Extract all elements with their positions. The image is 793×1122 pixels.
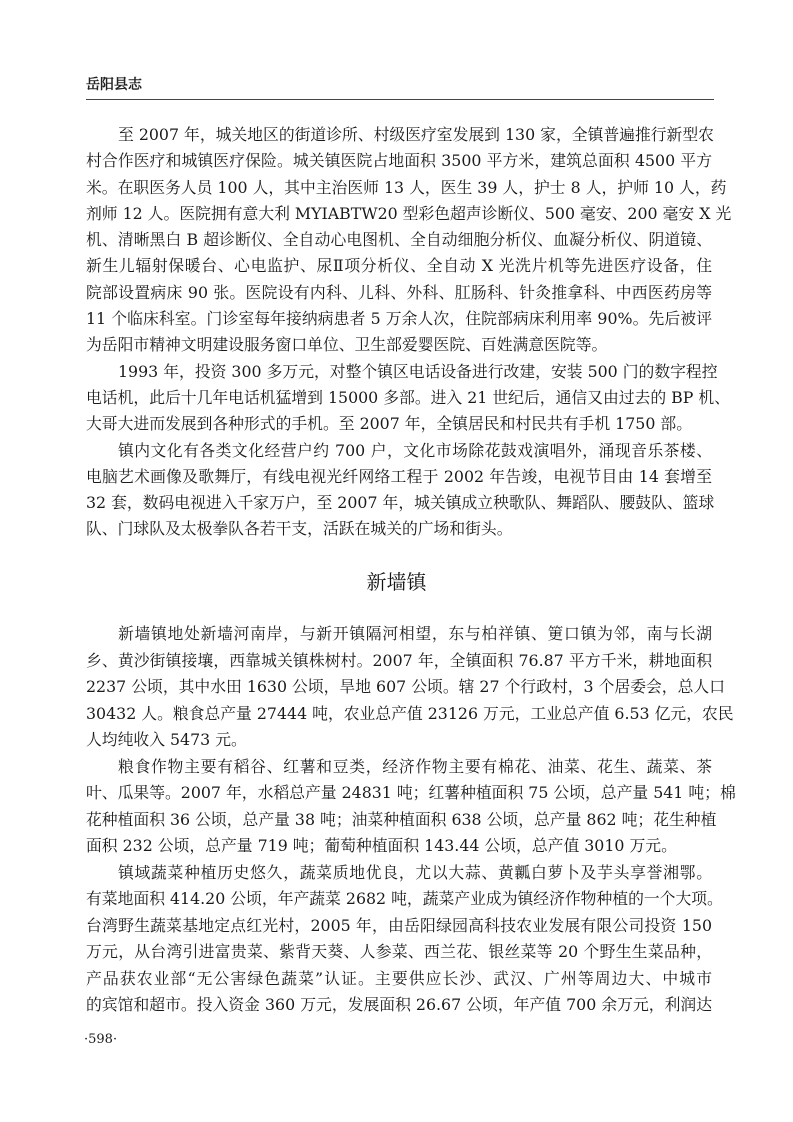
text-line: 新生儿辐射保暖台、心电监护、尿Ⅱ项分析仪、全自动 X 光洗片机等先进医疗设备，住 xyxy=(86,256,712,276)
text-line: 至 2007 年，城关地区的街道诊所、村级医疗室发展到 130 家，全镇普遍推行新型农 xyxy=(118,125,714,144)
text-line: 11 个临床科室。门诊室每年接纳病患者 5 万余人次，住院部病床利用率 90%。先后被评 xyxy=(86,309,712,329)
text-line: 剂师 12 人。医院拥有意大利 MYIABTW20 型彩色超声诊断仪、500 毫安、200 毫安 X 光 xyxy=(86,203,732,223)
running-head-title: 岳阳县志 xyxy=(86,77,142,93)
text-line: 30432 人。粮食总产量 27444 吨，农业总产值 23126 万元，工业总产值 6.53 亿元，农民 xyxy=(86,703,734,723)
text-line: 产品获农业部“无公害绿色蔬菜”认证。主要供应长沙、武汉、广州等周边大、中城市 xyxy=(86,968,712,988)
text-line: 叶、瓜果等。2007 年，水稻总产量 24831 吨；红薯种植面积 75 公顷，总产量 541 吨；棉 xyxy=(86,783,736,802)
text-line: 镇域蔬菜种植历史悠久，蔬菜质地优良，尤以大蒜、黄瓤白萝卜及芋头享誉湘鄂。 xyxy=(118,862,712,882)
paragraph xyxy=(86,754,736,860)
text-line: 电脑艺术画像及歌舞厅，有线电视光纤网络工程于 2002 年告竣，电视节目由 14 套增至 xyxy=(86,466,712,486)
text-line: 台湾野生蔬菜基地定点红光村，2005 年，由岳阳绿园高科技农业发展有限公司投资 150 xyxy=(86,915,712,935)
paragraph xyxy=(86,438,715,543)
section-chengguan-continued xyxy=(86,122,732,543)
text-line: 32 套，数码电视进入千家万户，至 2007 年，城关镇成立秧歌队、舞蹈队、腰鼓队、篮球 xyxy=(86,493,715,513)
text-line: 大哥大进而发展到各种形式的手机。至 2007 年，全镇居民和村民共有手机 1750 部。 xyxy=(86,414,692,434)
section-title: 新墙镇 xyxy=(366,570,427,594)
paragraph xyxy=(86,122,732,359)
text-line: 镇内文化有各类文化经营户约 700 户，文化市场除花鼓戏演唱外，涌现音乐茶楼、 xyxy=(118,440,712,460)
text-line: 人均纯收入 5473 元。 xyxy=(86,730,247,749)
text-line: 有菜地面积 414.20 公顷，年产蔬菜 2682 吨，蔬菜产业成为镇经济作物种植的一个大项。 xyxy=(86,889,723,908)
text-line: 2237 公顷，其中水田 1630 公顷，旱地 607 公顷。辖 27 个行政村，3 个居委会，总人口 xyxy=(86,677,725,696)
text-line: 花种植面积 36 公顷，总产量 38 吨；油菜种植面积 638 公顷，总产量 862 吨；花生种植 xyxy=(86,809,717,829)
text-line: 面积 232 公顷，总产量 719 吨；葡萄种植面积 143.44 公顷，总产值 3010 万元。 xyxy=(86,836,677,855)
text-line: 机、清晰黑白 B 超诊断仪、全自动心电图机、全自动细胞分析仪、血凝分析仪、阴道镜、 xyxy=(86,230,712,250)
text-line: 为岳阳市精神文明建设服务窗口单位、卫生部爱婴医院、百姓满意医院等。 xyxy=(86,335,608,355)
paragraph xyxy=(86,621,734,754)
text-line: 1993 年，投资 300 多万元，对整个镇区电话设备进行改建，安装 500 门的数字程控 xyxy=(118,361,718,381)
text-line: 的宾馆和超市。投入资金 360 万元，发展面积 26.67 公顷，年产值 700 余万元，利润达 xyxy=(86,995,712,1014)
page-number: ·598· xyxy=(84,1032,118,1047)
text-line: 电话机，此后十几年电话机猛增到 15000 多部。进入 21 世纪后，通信又由过去的 BP 机、 xyxy=(86,387,731,407)
paragraph xyxy=(86,359,731,438)
text-line: 新墙镇地处新墙河南岸，与新开镇隔河相望，东与柏祥镇、筻口镇为邻，南与长湖 xyxy=(118,624,712,643)
text-line: 米。在职医务人员 100 人，其中主治医师 13 人，医生 39 人，护士 8 人，护师 10 人，药 xyxy=(86,177,727,197)
text-line: 乡、黄沙街镇接壤，西靠城关镇株树村。2007 年，全镇面积 76.87 平方千米，耕地面积 xyxy=(86,650,712,670)
text-line: 院部设置病床 90 张。医院设有内科、儿科、外科、肛肠科、针灸推拿科、中西医药房等 xyxy=(86,282,712,302)
text-line: 万元，从台湾引进富贵菜、紫背天葵、人参菜、西兰花、银丝菜等 20 个野生生菜品种， xyxy=(86,942,712,961)
section-xinqiang xyxy=(86,621,736,1019)
text-line: 粮食作物主要有稻谷、红薯和豆类，经济作物主要有棉花、油菜、花生、蔬菜、茶 xyxy=(118,756,712,776)
text-line: 村合作医疗和城镇医疗保险。城关镇医院占地面积 3500 平方米，建筑总面积 4500 平方 xyxy=(86,151,712,171)
header-divider xyxy=(86,99,714,100)
text-line: 队、门球队及太极拳队各若干支，活跃在城关的广场和街头。 xyxy=(86,519,513,539)
paragraph xyxy=(86,860,723,1019)
